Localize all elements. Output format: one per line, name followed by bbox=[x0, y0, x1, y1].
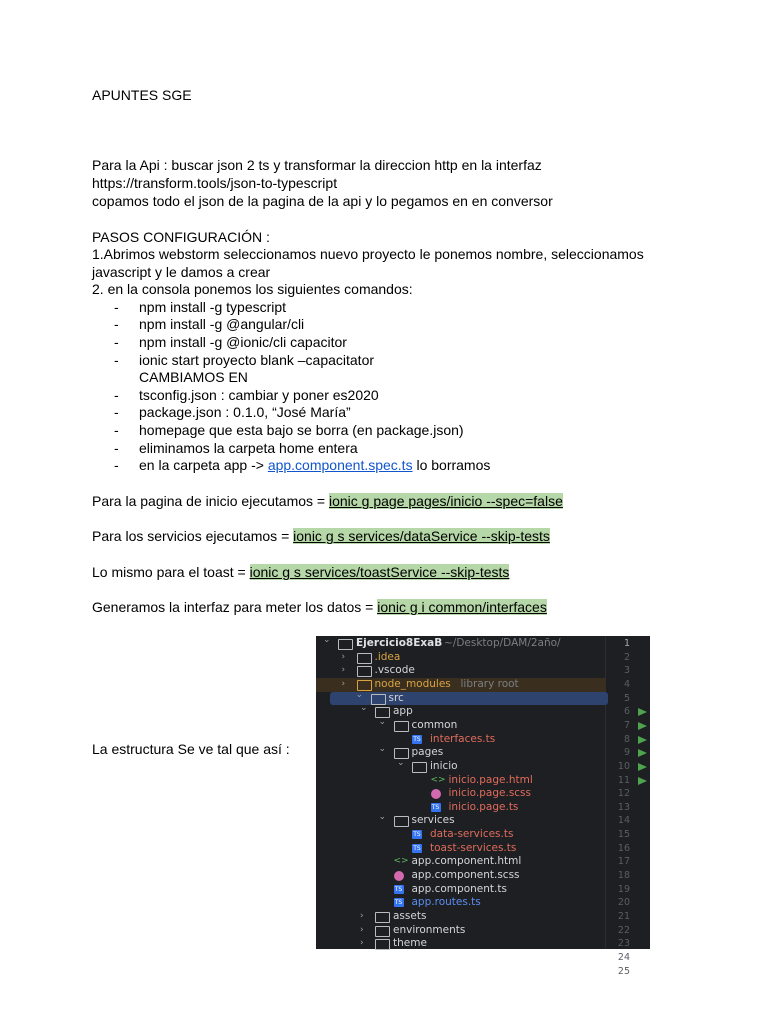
line-number: 1 bbox=[623, 638, 630, 649]
line-number: 5 bbox=[623, 692, 630, 704]
tree-item-label: inicio bbox=[430, 759, 458, 772]
run-marker-icon[interactable] bbox=[638, 708, 647, 716]
tree-row[interactable] bbox=[316, 828, 606, 842]
tree-row[interactable] bbox=[316, 855, 606, 869]
toast-command: ionic g s services/toastService --skip-tests bbox=[249, 564, 510, 580]
step2-line: 2. en la consola ponemos los siguientes comandos: bbox=[92, 281, 413, 297]
folder-icon bbox=[375, 912, 390, 923]
tree-row[interactable] bbox=[316, 774, 606, 788]
line-number: 8 bbox=[623, 733, 630, 745]
doc-title: APUNTES SGE bbox=[92, 87, 192, 103]
line-number: 13 bbox=[617, 801, 630, 813]
tree-item-label: app.routes.ts bbox=[411, 896, 481, 909]
tree-item-label: inicio.page.ts bbox=[448, 800, 519, 813]
bullet-item: - eliminamos la carpeta home entera bbox=[114, 440, 358, 456]
tree-row[interactable] bbox=[316, 757, 606, 774]
tree-row[interactable] bbox=[316, 716, 606, 733]
chevron-down-icon[interactable]: ⌄ bbox=[397, 757, 405, 768]
library-root-label: library root bbox=[460, 677, 519, 690]
folder-icon bbox=[394, 721, 409, 732]
tree-item-label: inicio.page.scss bbox=[448, 787, 532, 800]
spec-file-link[interactable]: app.component.spec.ts bbox=[267, 457, 413, 473]
line-number: 15 bbox=[617, 829, 630, 841]
tree-row[interactable] bbox=[316, 883, 606, 897]
html-file-icon: <> bbox=[393, 856, 409, 867]
tree-item-label: app bbox=[393, 705, 413, 718]
typescript-file-icon: TS bbox=[413, 844, 421, 852]
step1-line2: javascript y le damos a crear bbox=[92, 264, 271, 280]
line-number: 9 bbox=[623, 747, 630, 759]
tree-item-label: common bbox=[411, 718, 458, 731]
line-number: 23 bbox=[617, 938, 630, 950]
folder-icon bbox=[412, 762, 427, 773]
chevron-down-icon[interactable]: ⌄ bbox=[323, 635, 331, 645]
chevron-down-icon[interactable]: ⌄ bbox=[355, 689, 364, 700]
folder-icon bbox=[371, 694, 386, 705]
line-number-gutter bbox=[605, 636, 650, 977]
tree-item-label: toast-services.ts bbox=[430, 841, 517, 854]
tree-item-label: app.component.html bbox=[411, 855, 522, 868]
tree-item-label: services bbox=[411, 814, 455, 827]
line-number: 7 bbox=[623, 719, 630, 731]
line-number: 22 bbox=[617, 924, 630, 936]
line-number: 10 bbox=[617, 760, 630, 772]
typescript-file-icon: TS bbox=[413, 735, 421, 743]
tree-row[interactable] bbox=[316, 937, 606, 951]
chevron-right-icon[interactable]: › bbox=[341, 665, 346, 676]
chevron-right-icon[interactable]: › bbox=[360, 924, 364, 935]
tree-item-label: app.component.scss bbox=[411, 869, 520, 882]
line-number: 21 bbox=[617, 911, 630, 922]
toast-line: Lo mismo para el toast = ionic g s services/toastService --skip-tests bbox=[92, 564, 510, 580]
inicio-command: ionic g page pages/inicio --spec=false bbox=[328, 493, 563, 509]
tree-item-label: pages bbox=[411, 746, 444, 759]
bullet-item: - package.json : 0.1.0, “José María” bbox=[114, 404, 351, 420]
tree-row[interactable] bbox=[316, 733, 606, 747]
tree-row[interactable] bbox=[316, 705, 606, 719]
tree-row[interactable] bbox=[316, 787, 606, 801]
run-marker-icon[interactable] bbox=[638, 722, 647, 730]
api-line-3: copamos todo el json de la pagina de la api y lo pegamos en en conversor bbox=[92, 193, 553, 209]
tree-row[interactable] bbox=[316, 842, 606, 856]
line-number: 11 bbox=[617, 774, 630, 786]
tree-item-label: assets bbox=[393, 910, 427, 922]
line-number: 17 bbox=[617, 856, 630, 868]
run-marker-icon[interactable] bbox=[638, 749, 647, 757]
bullet-item: - ionic start proyecto blank –capacitator bbox=[114, 352, 375, 368]
servicios-line: Para los servicios ejecutamos = ionic g s services/dataService --skip-tests bbox=[92, 528, 550, 544]
tree-row[interactable] bbox=[316, 924, 606, 938]
tree-item-label: .idea bbox=[374, 650, 401, 663]
chevron-down-icon[interactable]: ⌄ bbox=[360, 703, 368, 714]
tree-item-label: interfaces.ts bbox=[430, 732, 496, 745]
line-number: 12 bbox=[617, 788, 630, 800]
tree-row[interactable] bbox=[316, 637, 606, 651]
chevron-down-icon[interactable]: ⌄ bbox=[378, 744, 387, 755]
line-number: 20 bbox=[617, 897, 630, 909]
line-number: 16 bbox=[617, 842, 630, 854]
chevron-right-icon[interactable]: › bbox=[360, 938, 364, 949]
bullet-item: - en la carpeta app -> app.component.spec.ts lo borramos bbox=[114, 457, 491, 473]
tree-item-label: theme bbox=[393, 937, 427, 950]
step1-line1: 1.Abrimos webstorm seleccionamos nuevo proyecto le ponemos nombre, seleccionamos bbox=[92, 246, 644, 262]
run-marker-icon[interactable] bbox=[638, 763, 647, 771]
run-marker-icon[interactable] bbox=[638, 736, 647, 744]
run-marker-icon[interactable] bbox=[638, 777, 647, 785]
tree-row[interactable] bbox=[316, 869, 606, 883]
line-number: 2 bbox=[623, 651, 630, 663]
cambiamos-heading: CAMBIAMOS EN bbox=[139, 369, 248, 385]
tree-item-label: app.component.ts bbox=[411, 882, 507, 895]
tree-item-label: Ejercicio8ExaB bbox=[356, 637, 443, 649]
tree-item-label: src bbox=[388, 691, 404, 704]
tree-row[interactable] bbox=[316, 910, 606, 924]
bullet-item: - npm install -g @ionic/cli capacitor bbox=[114, 334, 347, 350]
bullet-item: - tsconfig.json : cambiar y poner es2020 bbox=[114, 387, 379, 403]
tree-item-label: data-services.ts bbox=[430, 828, 514, 841]
chevron-right-icon[interactable]: › bbox=[360, 911, 364, 921]
tree-row[interactable] bbox=[316, 814, 606, 828]
tree-row[interactable] bbox=[330, 689, 608, 706]
tree-item-label: node_modules bbox=[374, 677, 451, 690]
line-number: 18 bbox=[617, 870, 630, 882]
scss-file-icon bbox=[394, 871, 404, 881]
line-number: 3 bbox=[623, 665, 630, 677]
folder-icon bbox=[375, 939, 390, 950]
bullet-item: - homepage que esta bajo se borra (en package.json) bbox=[114, 422, 464, 438]
typescript-file-icon: TS bbox=[431, 803, 440, 811]
tree-item-label: .vscode bbox=[374, 664, 415, 677]
chevron-down-icon[interactable]: ⌄ bbox=[378, 716, 387, 727]
pasos-heading: PASOS CONFIGURACIÓN : bbox=[92, 229, 270, 245]
chevron-down-icon[interactable]: ⌄ bbox=[378, 812, 387, 823]
typescript-file-icon: TS bbox=[413, 831, 421, 839]
tree-item-label: environments bbox=[393, 923, 466, 936]
chevron-right-icon[interactable]: › bbox=[341, 678, 346, 689]
folder-icon bbox=[375, 926, 390, 937]
ide-project-tree-screenshot bbox=[316, 635, 650, 977]
scss-file-icon bbox=[431, 789, 441, 799]
tree-row[interactable] bbox=[316, 664, 606, 678]
typescript-file-icon: TS bbox=[394, 899, 403, 907]
estructura-line: La estructura Se ve tal que así : bbox=[92, 741, 290, 757]
line-number: 19 bbox=[617, 883, 630, 895]
api-line-1: Para la Api : buscar json 2 ts y transformar la direccion http en la interfaz bbox=[92, 157, 542, 173]
project-path: ~/Desktop/DAM/2año/ bbox=[444, 637, 561, 649]
line-number: 14 bbox=[617, 815, 630, 827]
chevron-right-icon[interactable]: › bbox=[341, 651, 346, 662]
folder-icon bbox=[338, 639, 353, 650]
line-number: 24 bbox=[617, 951, 630, 963]
bullet-item: - npm install -g @angular/cli bbox=[114, 316, 305, 332]
folder-icon bbox=[394, 816, 409, 827]
interfaz-command: ionic g i common/interfaces bbox=[377, 599, 547, 615]
tree-row[interactable] bbox=[316, 746, 606, 760]
tree-item-label: inicio.page.html bbox=[448, 773, 533, 786]
html-file-icon: <> bbox=[430, 774, 446, 785]
api-line-2: https://transform.tools/json-to-typescript bbox=[92, 175, 338, 191]
bullet-item: - npm install -g typescript bbox=[114, 299, 287, 315]
folder-icon bbox=[357, 666, 372, 677]
inicio-line: Para la pagina de inicio ejecutamos = ionic g page pages/inicio --spec=false bbox=[92, 493, 563, 509]
line-number: 4 bbox=[623, 678, 630, 690]
folder-icon bbox=[357, 653, 372, 664]
line-number: 6 bbox=[623, 706, 630, 718]
tree-row[interactable] bbox=[316, 651, 606, 665]
servicios-command: ionic g s services/dataService --skip-tests bbox=[293, 528, 550, 544]
typescript-file-icon: TS bbox=[394, 885, 403, 893]
interfaz-line: Generamos la interfaz para meter los datos = ionic g i common/interfaces bbox=[92, 599, 547, 615]
line-number: 25 bbox=[617, 965, 630, 977]
tree-row[interactable] bbox=[316, 801, 606, 815]
tree-row[interactable] bbox=[316, 896, 606, 910]
